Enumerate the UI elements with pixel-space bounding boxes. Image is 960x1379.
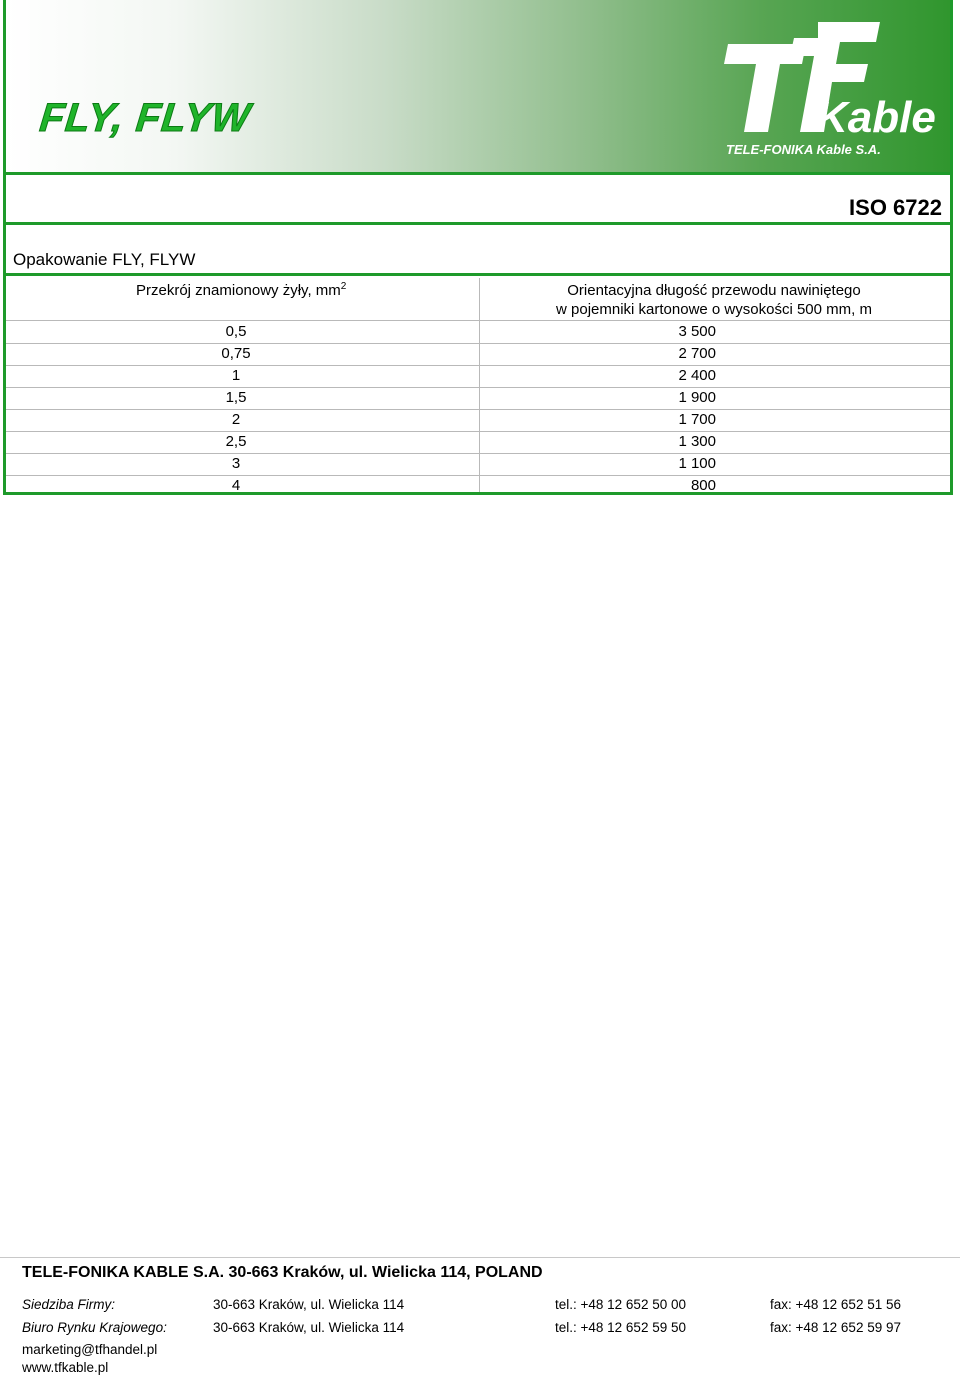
- table-cell-length: 1 700: [678, 411, 716, 428]
- row-divider: [6, 343, 950, 344]
- office-fax: fax: +48 12 652 59 97: [770, 1320, 901, 1335]
- divider: [6, 222, 950, 225]
- column-header-length-line1: Orientacyjna długość przewodu nawiniętego: [567, 282, 861, 299]
- hq-phone: tel.: +48 12 652 50 00: [555, 1297, 686, 1312]
- row-divider: [6, 409, 950, 410]
- row-divider: [6, 365, 950, 366]
- email-link[interactable]: marketing@tfhandel.pl: [22, 1342, 158, 1357]
- table-cell-section: 1,5: [225, 389, 247, 406]
- office-address: 30-663 Kraków, ul. Wielicka 114: [213, 1320, 405, 1335]
- row-divider: [6, 320, 950, 321]
- unit-superscript: 2: [340, 281, 347, 292]
- table-cell-length: 2 400: [678, 367, 716, 384]
- hq-label: Siedziba Firmy:: [22, 1297, 116, 1312]
- column-divider: [479, 278, 480, 492]
- table-cell-length: 1 300: [678, 433, 716, 450]
- column-header-section-text: Przekrój znamionowy żyły, mm: [136, 282, 341, 299]
- standard-label: ISO 6722: [849, 195, 942, 220]
- table-cell-length: 1 900: [678, 389, 716, 406]
- table-cell-section: 4: [231, 477, 241, 494]
- office-phone: tel.: +48 12 652 59 50: [555, 1320, 686, 1335]
- row-divider: [6, 453, 950, 454]
- row-divider: [6, 431, 950, 432]
- table-cell-section: 3: [231, 455, 241, 472]
- table-cell-length: 2 700: [678, 345, 716, 362]
- hq-fax: fax: +48 12 652 51 56: [770, 1297, 901, 1312]
- website-link[interactable]: www.tfkable.pl: [22, 1360, 109, 1375]
- divider: [6, 172, 950, 175]
- packaging-table: [6, 278, 950, 492]
- hq-address: 30-663 Kraków, ul. Wielicka 114: [213, 1297, 405, 1312]
- logo-subtext: TELE-FONIKA Kable S.A.: [726, 142, 881, 157]
- table-cell-length: 800: [690, 477, 716, 494]
- row-divider: [6, 387, 950, 388]
- product-title: FLY, FLYW: [37, 96, 253, 140]
- divider: [6, 273, 950, 276]
- header-banner: [6, 0, 950, 172]
- document-frame: [3, 0, 953, 495]
- table-cell-section: 2: [231, 411, 241, 428]
- tfkable-logo-icon: [722, 20, 948, 162]
- office-label: Biuro Rynku Krajowego:: [22, 1320, 167, 1335]
- footer-divider: [0, 1257, 960, 1258]
- column-header-length: [484, 281, 944, 319]
- row-divider: [6, 475, 950, 476]
- company-logo: [722, 20, 948, 162]
- table-cell-section: 1: [231, 367, 241, 384]
- table-cell-section: 2,5: [225, 433, 247, 450]
- table-cell-section: 0,5: [225, 323, 247, 340]
- table-cell-length: 3 500: [678, 323, 716, 340]
- column-header-section: [136, 281, 346, 299]
- table-cell-section: 0,75: [221, 345, 251, 362]
- table-cell-length: 1 100: [678, 455, 716, 472]
- logo-text: Kable: [816, 93, 936, 142]
- section-title: Opakowanie FLY, FLYW: [13, 250, 196, 269]
- column-header-length-line2: w pojemniki kartonowe o wysokości 500 mm, m: [556, 301, 872, 318]
- footer-company: TELE-FONIKA KABLE S.A. 30-663 Kraków, ul. Wielicka 114, POLAND: [22, 1264, 543, 1281]
